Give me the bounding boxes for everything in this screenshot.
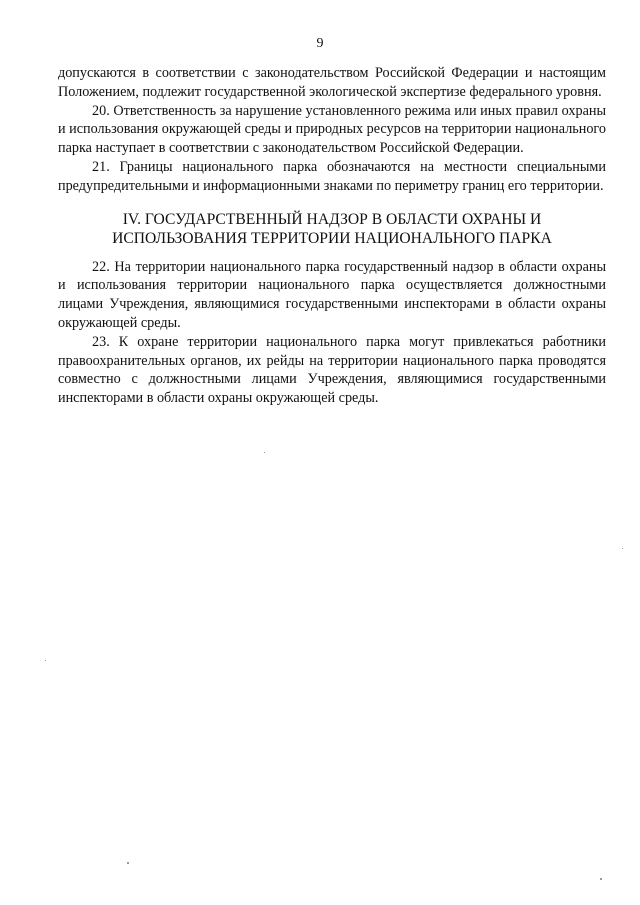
paragraph-22: 22. На территории национального парка государственный надзор в области охраны и использования территории национального парка осуществляется должностными лицами Учреждения, являющимися государственными инспекторами в области охраны окружающей среды. bbox=[58, 258, 606, 331]
paragraph-continuation: допускаются в соответствии с законодательством Российской Федерации и настоящим Положением, подлежит государственной экологической экспертизе федерального уровня. bbox=[58, 65, 606, 100]
scan-speck bbox=[45, 660, 46, 661]
section-heading-line-1: IV. ГОСУДАРСТВЕННЫЙ НАДЗОР В ОБЛАСТИ ОХРАНЫ И bbox=[122, 210, 542, 228]
scan-speck bbox=[622, 548, 623, 549]
paragraph-20: 20. Ответственность за нарушение установленного режима или иных правил охраны и использования окружающей среды и природных ресурсов на территории национального парка наступает в соответствии с законодательством Российской Федерации. bbox=[58, 102, 606, 157]
section-heading-line-2: ИСПОЛЬЗОВАНИЯ ТЕРРИТОРИИ НАЦИОНАЛЬНОГО ПАРКА bbox=[112, 229, 552, 247]
page-number: 9 bbox=[316, 36, 324, 51]
scan-speck bbox=[264, 452, 265, 453]
paragraph-21: 21. Границы национального парка обозначаются на местности специальными предупредительными и информационными знаками по периметру границ его территории. bbox=[58, 158, 606, 194]
scan-speck bbox=[600, 878, 602, 880]
paragraph-23: 23. К охране территории национального парка могут привлекаться работники правоохранительных органов, их рейды на территории национального парка проводятся совместно с должностными лицами Учреждения, являющимися государственными инспекторами в области охраны окружающей среды. bbox=[58, 333, 606, 407]
section-heading bbox=[58, 210, 606, 248]
scan-speck bbox=[127, 862, 129, 864]
document-body bbox=[58, 64, 606, 408]
